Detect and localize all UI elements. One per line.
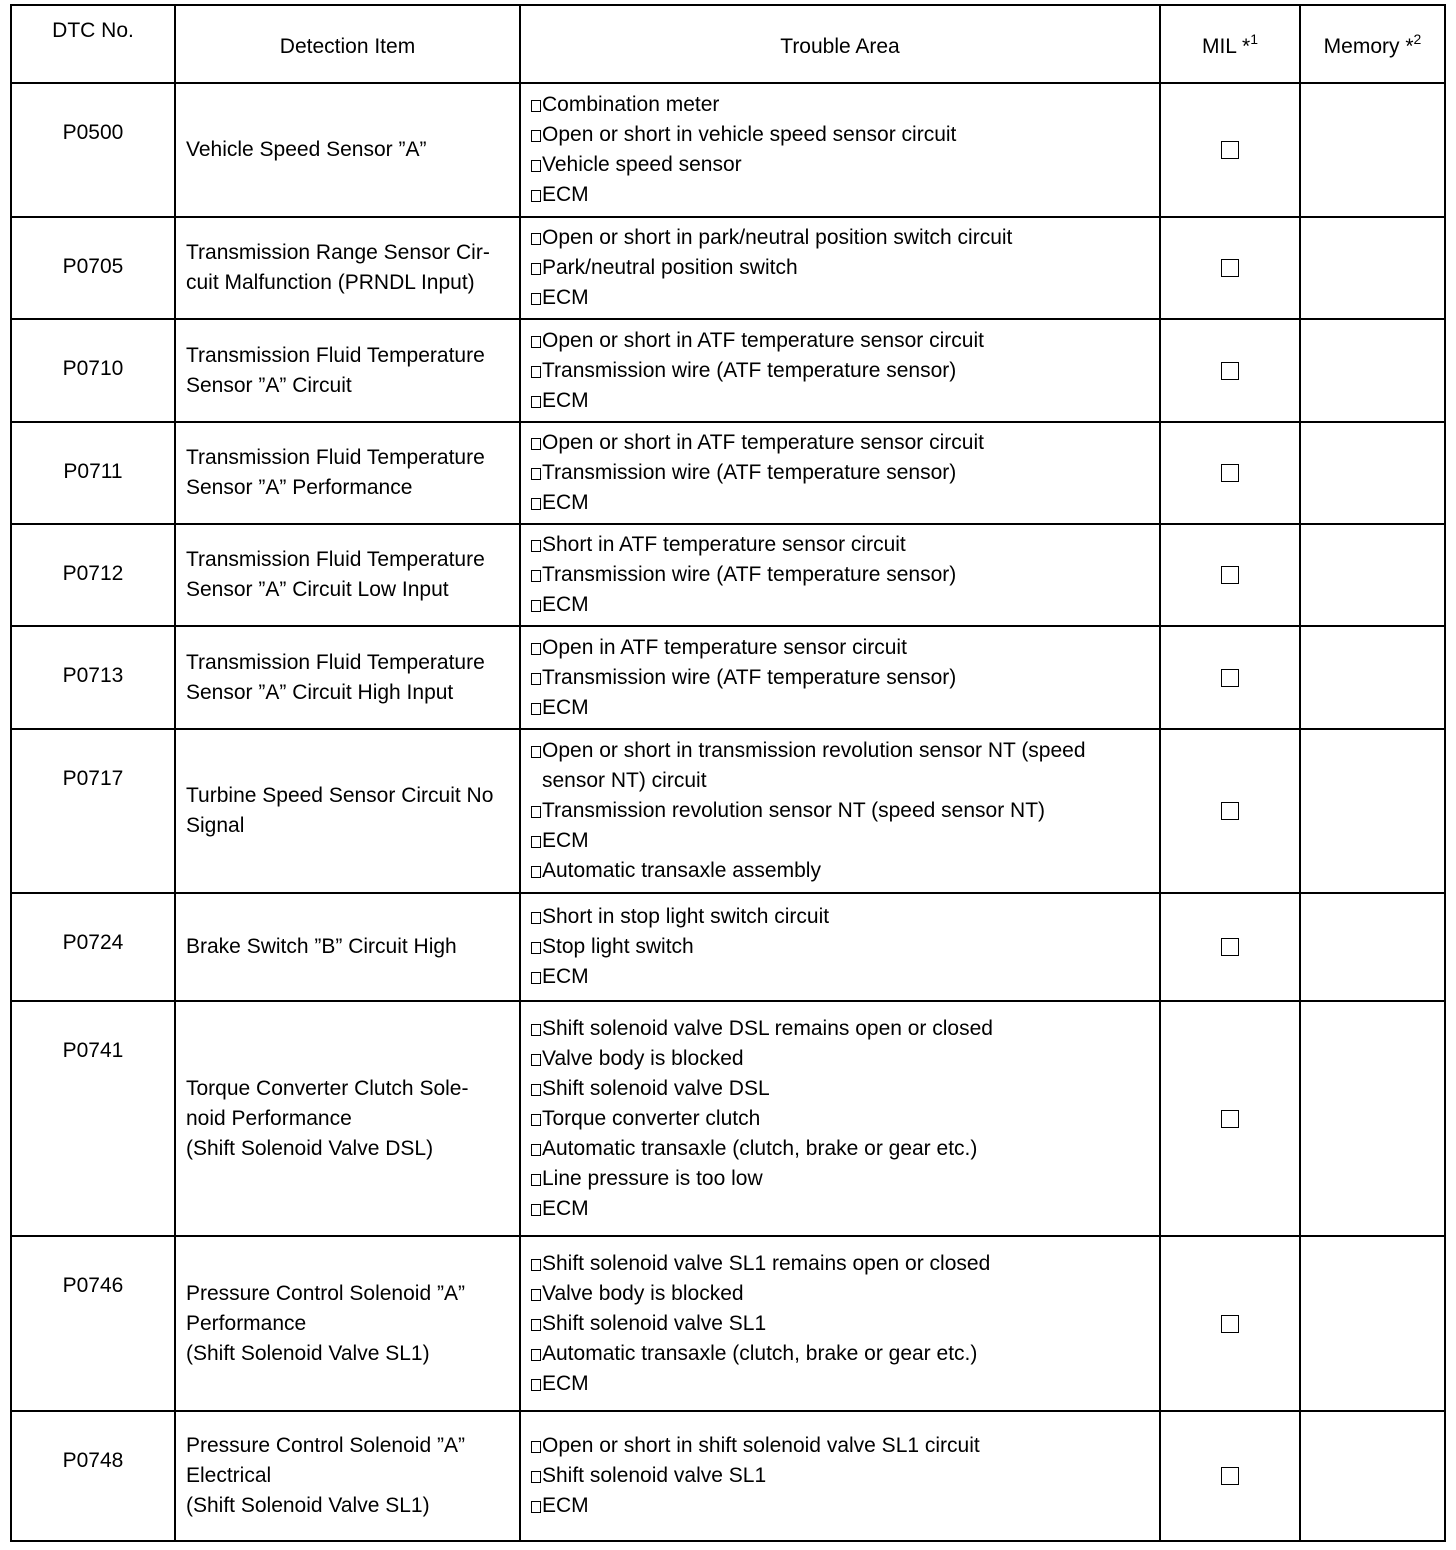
dtc-code: P0712 — [11, 524, 175, 626]
detection-item-line: Transmission Fluid Temperature — [186, 343, 485, 367]
memory-cell — [1300, 729, 1445, 893]
detection-item-line: Transmission Range Sensor Cir- — [186, 241, 490, 264]
mil-checkbox-icon — [1221, 1315, 1239, 1333]
mil-checkbox-icon — [1221, 141, 1239, 159]
bullet-box-icon — [531, 1379, 541, 1391]
trouble-area-text: Shift solenoid valve SL1 — [542, 1311, 767, 1335]
trouble-area-text: ECM — [542, 1494, 589, 1517]
bullet-box-icon — [531, 1174, 541, 1186]
bullet-box-icon — [531, 263, 541, 275]
header-mil — [1160, 5, 1300, 83]
table-row — [11, 319, 1445, 422]
trouble-area-item — [531, 530, 1153, 560]
mil-cell — [1160, 524, 1300, 626]
detection-item-line: Transmission Fluid Temperature — [186, 650, 485, 674]
trouble-area-text: Torque converter clutch — [542, 1106, 761, 1130]
trouble-area-text: Open or short in transmission revolution sensor NT (speed — [542, 739, 1086, 762]
trouble-area-cell — [520, 422, 1160, 524]
memory-cell — [1300, 319, 1445, 422]
trouble-area-item — [531, 1164, 1153, 1194]
table-row — [11, 217, 1445, 319]
mil-cell — [1160, 319, 1300, 422]
trouble-area-text: ECM — [542, 695, 589, 719]
detection-item-line: Sensor ”A” Circuit Low Input — [186, 578, 449, 601]
detection-item-line: Performance — [186, 1311, 307, 1335]
bullet-box-icon — [531, 498, 541, 510]
bullet-box-icon — [531, 293, 541, 305]
detection-item-line: Sensor ”A” Performance — [186, 476, 413, 499]
memory-cell — [1300, 1236, 1445, 1411]
detection-item-line: noid Performance — [186, 1106, 352, 1130]
bullet-box-icon — [531, 806, 541, 818]
detection-item-line: Torque Converter Clutch Sole- — [186, 1076, 469, 1100]
mil-cell — [1160, 729, 1300, 893]
dtc-code: P0724 — [11, 893, 175, 1001]
bullet-box-icon — [531, 1084, 541, 1096]
bullet-box-icon — [531, 746, 541, 758]
bullet-box-icon — [531, 1204, 541, 1216]
trouble-area-cell — [520, 524, 1160, 626]
trouble-area-text: ECM — [542, 286, 589, 309]
header-dtc-no: DTC No. — [11, 5, 175, 83]
dtc-code: P0711 — [11, 422, 175, 524]
dtc-code: P0746 — [11, 1236, 175, 1411]
dtc-code: P0710 — [11, 319, 175, 422]
trouble-area-text: Transmission revolution sensor NT (speed sensor NT) — [542, 799, 1046, 822]
bullet-box-icon — [531, 1024, 541, 1036]
bullet-box-icon — [531, 1441, 541, 1453]
header-memory — [1300, 5, 1445, 83]
bullet-box-icon — [531, 673, 541, 685]
detection-item-cell — [175, 1411, 520, 1541]
table-row — [11, 893, 1445, 1001]
trouble-area-cell — [520, 893, 1160, 1001]
mil-checkbox-icon — [1221, 362, 1239, 380]
trouble-area-text: ECM — [542, 593, 589, 616]
trouble-area-item — [531, 356, 1153, 386]
trouble-area-text: ECM — [542, 1196, 589, 1220]
trouble-area-text: Open in ATF temperature sensor circuit — [542, 635, 907, 659]
bullet-box-icon — [531, 396, 541, 408]
table-body — [11, 83, 1445, 1541]
trouble-area-item — [531, 1194, 1153, 1224]
bullet-box-icon — [531, 643, 541, 655]
trouble-area-item — [531, 1339, 1153, 1369]
mil-checkbox-icon — [1221, 566, 1239, 584]
trouble-area-text: ECM — [542, 388, 589, 412]
table-row — [11, 1411, 1445, 1541]
trouble-area-item — [531, 326, 1153, 356]
detection-item-line: Signal — [186, 814, 245, 837]
detection-item-cell — [175, 217, 520, 319]
table-row — [11, 729, 1445, 893]
dtc-code: P0500 — [11, 83, 175, 217]
dtc-code: P0717 — [11, 729, 175, 893]
bullet-box-icon — [531, 942, 541, 954]
trouble-area-item — [531, 458, 1153, 488]
trouble-area-cell — [520, 729, 1160, 893]
memory-cell — [1300, 1001, 1445, 1236]
mil-checkbox-icon — [1221, 669, 1239, 687]
detection-item-cell — [175, 626, 520, 729]
trouble-area-item — [531, 693, 1153, 723]
trouble-area-text: Valve body is blocked — [542, 1281, 744, 1305]
trouble-area-text: Open or short in vehicle speed sensor circuit — [542, 123, 957, 146]
trouble-area-text: ECM — [542, 1371, 589, 1395]
mil-cell — [1160, 893, 1300, 1001]
trouble-area-cell — [520, 83, 1160, 217]
trouble-area-text: Automatic transaxle (clutch, brake or gear etc.) — [542, 1341, 978, 1365]
trouble-area-text: Transmission wire (ATF temperature sensor) — [542, 461, 957, 484]
trouble-area-item — [531, 560, 1153, 590]
trouble-area-item — [531, 1249, 1153, 1279]
detection-item-line: Brake Switch ”B” Circuit High — [186, 935, 457, 958]
bullet-box-icon — [531, 866, 541, 878]
bullet-box-icon — [531, 468, 541, 480]
trouble-area-text: Line pressure is too low — [542, 1166, 763, 1190]
trouble-area-text: Shift solenoid valve DSL — [542, 1076, 770, 1100]
header-mil-note: 1 — [1250, 31, 1259, 47]
bullet-box-icon — [531, 972, 541, 984]
trouble-area-item — [531, 932, 1153, 962]
trouble-area-item — [531, 826, 1153, 856]
detection-item-cell — [175, 1001, 520, 1236]
trouble-area-text: Automatic transaxle (clutch, brake or gear etc.) — [542, 1136, 978, 1160]
trouble-area-item — [531, 1279, 1153, 1309]
trouble-area-item — [531, 1491, 1153, 1521]
bullet-box-icon — [531, 100, 541, 112]
trouble-area-item — [531, 736, 1153, 766]
trouble-area-text: ECM — [542, 965, 589, 988]
header-memory-label: Memory * — [1323, 35, 1414, 58]
mil-cell — [1160, 626, 1300, 729]
bullet-box-icon — [531, 1349, 541, 1361]
bullet-box-icon — [531, 1259, 541, 1271]
bullet-box-icon — [531, 540, 541, 552]
detection-item-line: Electrical — [186, 1464, 272, 1487]
detection-item-line: Turbine Speed Sensor Circuit No — [186, 784, 494, 807]
bullet-box-icon — [531, 160, 541, 172]
dtc-code: P0741 — [11, 1001, 175, 1236]
bullet-box-icon — [531, 233, 541, 245]
trouble-area-item — [531, 223, 1153, 253]
trouble-area-item — [531, 180, 1153, 210]
mil-cell — [1160, 422, 1300, 524]
trouble-area-item — [531, 386, 1153, 416]
bullet-box-icon — [531, 912, 541, 924]
trouble-area-item — [531, 253, 1153, 283]
mil-cell — [1160, 83, 1300, 217]
trouble-area-item — [531, 120, 1153, 150]
trouble-area-text: ECM — [542, 829, 589, 852]
trouble-area-item — [531, 1104, 1153, 1134]
trouble-area-text: Short in ATF temperature sensor circuit — [542, 533, 906, 556]
trouble-area-text: ECM — [542, 183, 589, 206]
trouble-area-item — [531, 1044, 1153, 1074]
header-mil-label: MIL * — [1201, 35, 1251, 58]
trouble-area-item — [531, 796, 1153, 826]
dtc-code: P0705 — [11, 217, 175, 319]
memory-cell — [1300, 626, 1445, 729]
memory-cell — [1300, 524, 1445, 626]
trouble-area-line-continued: sensor NT) circuit — [542, 769, 707, 792]
bullet-box-icon — [531, 1289, 541, 1301]
trouble-area-cell — [520, 319, 1160, 422]
trouble-area-text: Automatic transaxle assembly — [542, 859, 821, 882]
dtc-code: P0713 — [11, 626, 175, 729]
trouble-area-item — [531, 633, 1153, 663]
bullet-box-icon — [531, 130, 541, 142]
memory-cell — [1300, 893, 1445, 1001]
trouble-area-text: Transmission wire (ATF temperature sensor) — [542, 358, 957, 382]
trouble-area-text: Open or short in ATF temperature sensor circuit — [542, 431, 984, 454]
mil-checkbox-icon — [1221, 1110, 1239, 1128]
trouble-area-item — [531, 590, 1153, 620]
memory-cell — [1300, 1411, 1445, 1541]
trouble-area-item — [531, 1014, 1153, 1044]
dtc-code: P0748 — [11, 1411, 175, 1541]
trouble-area-item — [531, 1461, 1153, 1491]
trouble-area-cell — [520, 217, 1160, 319]
mil-cell — [1160, 1236, 1300, 1411]
mil-checkbox-icon — [1221, 259, 1239, 277]
table-row — [11, 83, 1445, 217]
bullet-box-icon — [531, 600, 541, 612]
trouble-area-cell — [520, 1001, 1160, 1236]
trouble-area-text: Open or short in park/neutral position switch circuit — [542, 226, 1013, 249]
mil-checkbox-icon — [1221, 938, 1239, 956]
detection-item-line: (Shift Solenoid Valve SL1) — [186, 1494, 430, 1517]
detection-item-line: (Shift Solenoid Valve SL1) — [186, 1341, 430, 1365]
detection-item-cell — [175, 1236, 520, 1411]
trouble-area-item — [531, 902, 1153, 932]
mil-cell — [1160, 217, 1300, 319]
detection-item-cell — [175, 422, 520, 524]
detection-item-line: Transmission Fluid Temperature — [186, 548, 485, 571]
trouble-area-item — [531, 1074, 1153, 1104]
header-memory-note: 2 — [1413, 31, 1422, 47]
trouble-area-text: Vehicle speed sensor — [542, 153, 742, 176]
bullet-box-icon — [531, 836, 541, 848]
trouble-area-item — [531, 90, 1153, 120]
bullet-box-icon — [531, 190, 541, 202]
trouble-area-item — [531, 1309, 1153, 1339]
detection-item-line: Vehicle Speed Sensor ”A” — [186, 138, 427, 161]
trouble-area-item — [531, 1134, 1153, 1164]
detection-item-line: cuit Malfunction (PRNDL Input) — [186, 271, 475, 294]
trouble-area-text: Stop light switch — [542, 935, 694, 958]
trouble-area-item — [531, 283, 1153, 313]
bullet-box-icon — [531, 1114, 541, 1126]
memory-cell — [1300, 83, 1445, 217]
table-row — [11, 1236, 1445, 1411]
trouble-area-text: Open or short in shift solenoid valve SL1 circuit — [542, 1434, 980, 1457]
trouble-area-text: Park/neutral position switch — [542, 256, 798, 279]
trouble-area-item — [531, 488, 1153, 518]
trouble-area-item — [531, 150, 1153, 180]
trouble-area-item — [531, 962, 1153, 992]
bullet-box-icon — [531, 1319, 541, 1331]
trouble-area-text: Transmission wire (ATF temperature sensor) — [542, 665, 957, 689]
trouble-area-text: Transmission wire (ATF temperature sensor) — [542, 563, 957, 586]
trouble-area-text: Valve body is blocked — [542, 1046, 744, 1070]
trouble-area-text: Combination meter — [542, 93, 720, 116]
bullet-box-icon — [531, 1144, 541, 1156]
header-trouble-area: Trouble Area — [520, 5, 1160, 83]
bullet-box-icon — [531, 336, 541, 348]
table-row — [11, 1001, 1445, 1236]
bullet-box-icon — [531, 438, 541, 450]
detection-item-line: (Shift Solenoid Valve DSL) — [186, 1136, 434, 1160]
trouble-area-item — [531, 1369, 1153, 1399]
table-row — [11, 422, 1445, 524]
table-row — [11, 524, 1445, 626]
trouble-area-text: ECM — [542, 491, 589, 514]
detection-item-cell — [175, 83, 520, 217]
detection-item-cell — [175, 729, 520, 893]
detection-item-cell — [175, 319, 520, 422]
trouble-area-text: Shift solenoid valve SL1 — [542, 1464, 767, 1487]
mil-checkbox-icon — [1221, 802, 1239, 820]
bullet-box-icon — [531, 1471, 541, 1483]
detection-item-line: Pressure Control Solenoid ”A” — [186, 1281, 465, 1305]
memory-cell — [1300, 422, 1445, 524]
trouble-area-cell — [520, 1411, 1160, 1541]
detection-item-line: Sensor ”A” Circuit High Input — [186, 680, 454, 704]
trouble-area-text: Short in stop light switch circuit — [542, 905, 830, 928]
trouble-area-item — [531, 856, 1153, 886]
detection-item-line: Transmission Fluid Temperature — [186, 446, 485, 469]
bullet-box-icon — [531, 1054, 541, 1066]
trouble-area-text: Open or short in ATF temperature sensor circuit — [542, 328, 984, 352]
trouble-area-item — [531, 428, 1153, 458]
table-row — [11, 626, 1445, 729]
trouble-area-cell — [520, 1236, 1160, 1411]
bullet-box-icon — [531, 1501, 541, 1513]
bullet-box-icon — [531, 570, 541, 582]
mil-cell — [1160, 1001, 1300, 1236]
trouble-area-text: Shift solenoid valve DSL remains open or closed — [542, 1016, 993, 1040]
detection-item-line: Sensor ”A” Circuit — [186, 373, 352, 397]
table-header-row — [11, 5, 1445, 83]
trouble-area-item — [531, 663, 1153, 693]
mil-cell — [1160, 1411, 1300, 1541]
mil-checkbox-icon — [1221, 1467, 1239, 1485]
mil-checkbox-icon — [1221, 464, 1239, 482]
trouble-area-item — [531, 1431, 1153, 1461]
memory-cell — [1300, 217, 1445, 319]
detection-item-line: Pressure Control Solenoid ”A” — [186, 1434, 465, 1457]
bullet-box-icon — [531, 703, 541, 715]
trouble-area-cell — [520, 626, 1160, 729]
detection-item-cell — [175, 893, 520, 1001]
detection-item-cell — [175, 524, 520, 626]
dtc-table — [10, 4, 1446, 1542]
trouble-area-text: Shift solenoid valve SL1 remains open or closed — [542, 1251, 991, 1275]
bullet-box-icon — [531, 366, 541, 378]
header-detection-item: Detection Item — [175, 5, 520, 83]
